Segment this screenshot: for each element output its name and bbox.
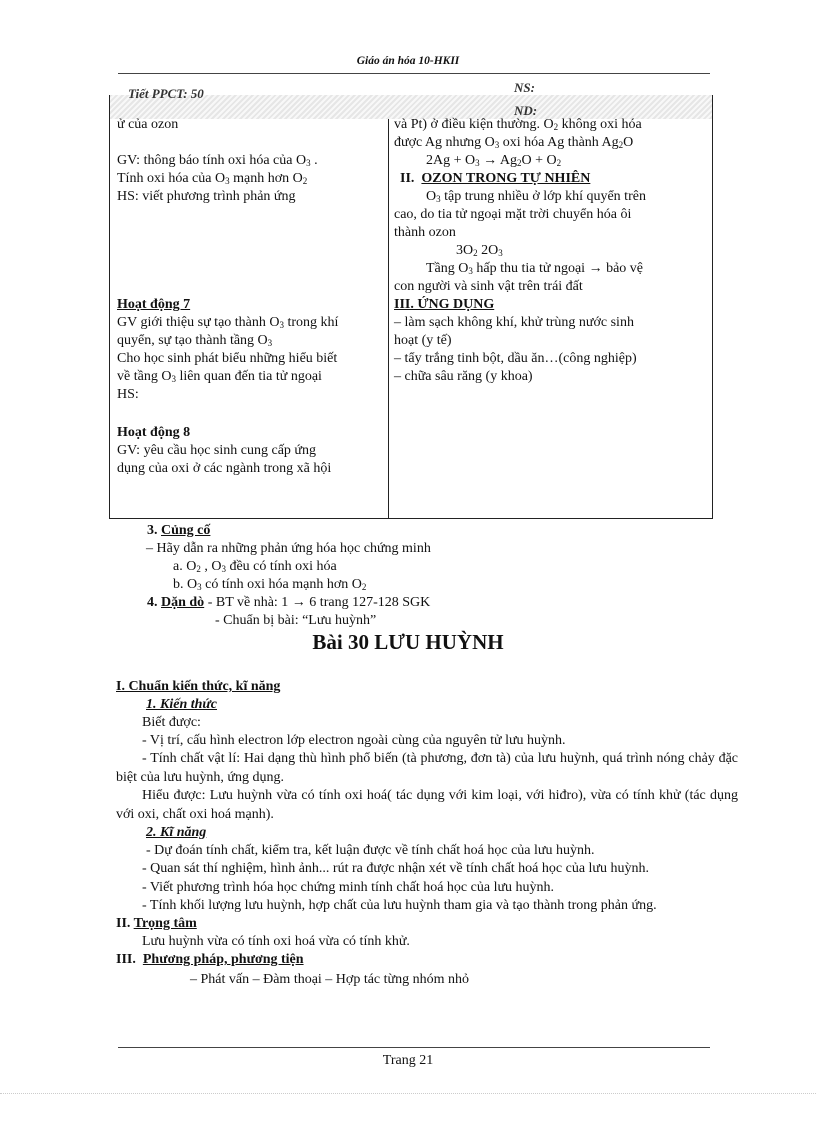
left-line: về tầng $O_3$ liên quan đến tia tử ngoại [117,369,322,384]
left-line: HS: viết phương trình phản ứng [117,189,296,204]
homework-line: - Chuẩn bị bài: “Lưu huỳnh” [215,613,377,628]
right-line: cao, do tia tử ngoại mặt trời chuyển hóa ôi [394,207,632,222]
left-line: HS: [117,387,139,402]
equation-line: $2Ag + O_3 \to Ag_2O + O_2$ [426,153,562,168]
table-hatch-right-text-2: ND: [514,103,538,118]
left-line: dụng của oxi ở các ngành trong xã hội [117,461,332,476]
right-line: hoạt (y tế) [394,333,452,348]
objectives-heading: I. Chuẩn kiến thức, kĩ năng [116,679,281,694]
section-applications: III. ỨNG DỤNG [394,297,495,312]
consolidation-line: a. $O_2$ , $O_3$ đều có tính oxi hóa [173,559,337,574]
right-line: – tẩy trắng tinh bột, dầu ăn…(công nghiệp) [394,351,637,366]
right-line: thành ozon [394,225,456,240]
left-line: Tính oxi hóa của $O_3$ mạnh hơn $O_2$ [117,171,308,186]
page-edge [0,1093,816,1094]
table-left-column [117,116,338,478]
consolidation-section [147,522,431,630]
activity-8-heading: Hoạt động 8 [117,425,191,440]
page-header: Giáo án hóa 10-HKII [356,55,460,67]
table-hatch-left-text: Tiết PPCT: 50 [128,86,204,101]
equation-line: $3O_2$ $2O_3$ [456,243,503,258]
table-right-column [394,116,646,386]
knowledge-line: - Vị trí, cấu hình electron lớp electron ngoài cùng của nguyên tử lưu huỳnh. [142,733,566,748]
table-hatch-right-text-1: NS: [514,80,535,95]
left-line: GV: yêu cầu học sinh cung cấp ứng [117,443,316,458]
section-ozone-nature: II. OZON TRONG TỰ NHIÊN [400,171,591,186]
method-heading: III. Phương pháp, phương tiện [116,952,304,967]
footer-rule [118,1047,710,1048]
right-line: con người và sinh vật trên trái đất [394,279,583,294]
skills-line: - Viết phương trình hóa học chứng minh tính chất hoá học của lưu huỳnh. [142,879,555,895]
skills-paragraph: - Tính khối lượng lưu huỳnh, hợp chất của lưu huỳnh tham gia và tạo thành trong phản ứng. [142,897,657,913]
right-line: – chữa sâu răng (y khoa) [394,369,533,384]
left-line: quyển, sự tạo thành tầng $O_3$ [117,333,273,348]
method-line: – Phát vấn – Đàm thoại – Hợp tác từng nhóm nhỏ [190,972,470,987]
skills-line: - Dự đoán tính chất, kiểm tra, kết luận được về tính chất hoá học của lưu huỳnh. [146,843,595,858]
knowledge-heading: 1. Kiến thức [146,697,218,712]
consolidation-heading: 3. Củng cố [147,523,211,538]
knowledge-paragraph: - Tính chất vật lí: Hai dạng thù hình phổ biến (tà phương, đơn tà) của lưu huỳnh, quá trình nóng chảy đặc biệt của lưu huỳnh, ứng dụng. [116,751,738,785]
skills-paragraph: - Quan sát thí nghiệm, hình ảnh... rút ra được nhận xét về tính chất hoá học của lưu huỳnh. [142,861,650,876]
skills-heading: 2. Kĩ năng [146,825,207,840]
left-line: GV: thông báo tính oxi hóa của $O_3$ . [117,153,318,168]
focus-line: Lưu huỳnh vừa có tính oxi hoá vừa có tính khử. [142,934,410,949]
page-number: Trang 21 [382,1053,434,1068]
right-line: và Pt) ở điều kiện thường. $O_2$ không oxi hóa [394,117,642,132]
focus-heading: II. Trọng tâm [116,916,197,931]
consolidation-line: b. $O_3$ có tính oxi hóa mạnh hơn $O_2$ [173,577,367,592]
left-line: GV giới thiệu sự tạo thành $O_3$ trong khí [117,315,339,330]
header-rule [118,73,710,74]
left-line: ử của ozon [117,117,179,132]
consolidation-line: – Hãy dẫn ra những phản ứng hóa học chứng minh [146,541,431,556]
knowledge-paragraph: Hiểu được: Lưu huỳnh vừa có tính oxi hoá( tác dụng với kim loại, với hiđro), vừa có tính khử (tác dụng với oxi, chất oxi hoá mạnh). [116,788,738,822]
right-line: Tầng $O_3$ hấp thu tia tử ngoại → bảo vệ [426,261,643,276]
right-line: – làm sạch không khí, khử trùng nước sinh [394,315,634,330]
activity-7-heading: Hoạt động 7 [117,297,191,312]
objectives-section [116,678,738,989]
homework-line: 4. Dặn dò - BT về nhà: 1 → 6 trang 127-128 SGK [147,595,431,610]
left-line: Cho học sinh phát biểu những hiểu biết [117,351,338,366]
knowledge-line: Biết được: [142,715,201,730]
right-line: được Ag nhưng $O_3$ oxi hóa Ag thành $Ag_2O$ [394,135,634,150]
lesson-title: Bài 30 LƯU HUỲNH [312,630,504,654]
right-line: $O_3$ tập trung nhiều ở lớp khí quyển trên [426,189,646,204]
table-column-divider [388,95,389,519]
